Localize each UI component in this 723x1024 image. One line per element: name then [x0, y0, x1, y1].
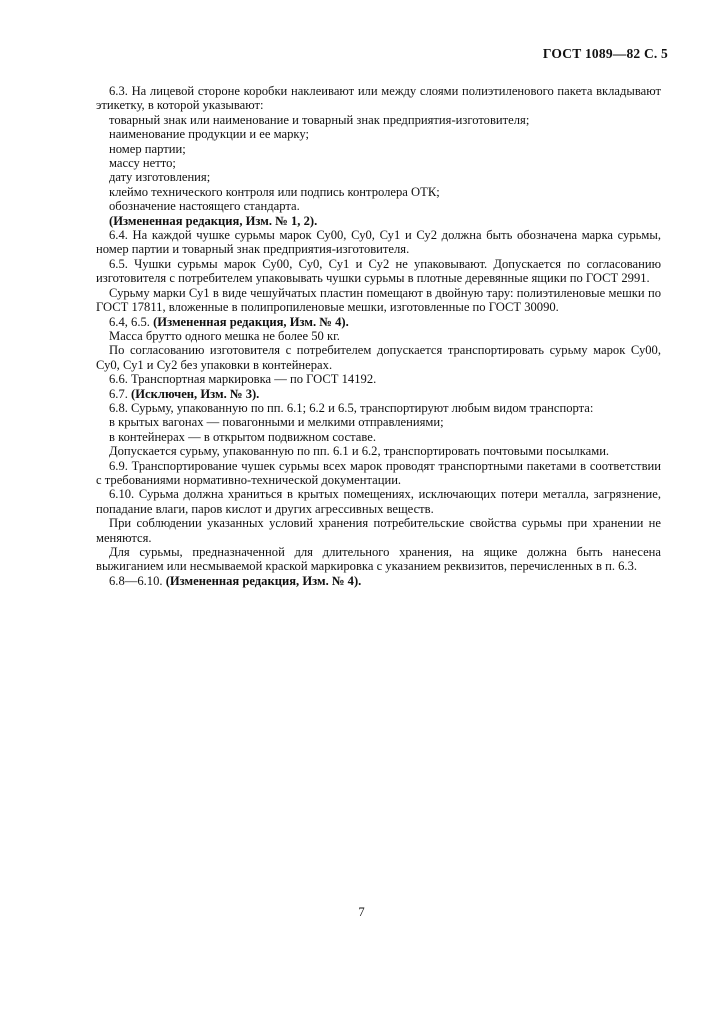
list-item: дату изготовления;: [109, 170, 211, 185]
revision-note: (Измененная редакция, Изм. № 4).: [153, 314, 349, 329]
paragraph-6-8: 6.8. Сурьму, упакованную по пп. 6.1; 6.2 и 6.5, транспортируют любым видом транспорта:: [109, 400, 594, 415]
list-item: в контейнерах — в открытом подвижном составе.: [109, 429, 376, 444]
paragraph: При соблюдении указанных условий хранения потребительские свойства сурьмы при хранении не меняются.: [96, 516, 661, 545]
paragraph-6-10: 6.10. Сурьма должна храниться в крытых помещениях, исключающих потери металла, загрязнение, попадание влаги, паров кислот и других агрессивных веществ.: [96, 487, 661, 516]
document-header: ГОСТ 1089—82 С. 5: [542, 46, 668, 61]
paragraph: По согласованию изготовителя с потребителем допускается транспортировать сурьму марок Су00, Су0, Су1 и Су2 без упаковки в контейнерах.: [96, 343, 661, 372]
list-item: клеймо технического контроля или подпись контролера ОТК;: [109, 184, 440, 199]
paragraph-6-6: 6.6. Транспортная маркировка — по ГОСТ 14192.: [109, 372, 377, 387]
paragraph: Для сурьмы, предназначенной для длительного хранения, на ящике должна быть нанесена выжиганием или несмываемой краской маркировка с указанием реквизитов, перечисленных в п. 6.3.: [96, 545, 661, 574]
paragraph: Масса брутто одного мешка не более 50 кг.: [109, 328, 340, 343]
list-item: наименование продукции и ее марку;: [109, 127, 309, 142]
revision-note: (Измененная редакция, Изм. № 4).: [165, 573, 362, 588]
paragraph-6-9: 6.9. Транспортирование чушек сурьмы всех марок проводят транспортными пакетами в соответствии с требованиями нормативно-технической документации.: [96, 458, 661, 487]
paragraph: Допускается сурьму, упакованную по пп. 6.1 и 6.2, транспортировать почтовыми посылками.: [109, 444, 610, 459]
list-item: в крытых вагонах — повагонными и мелкими отправлениями;: [109, 415, 444, 430]
revision-note: (Измененная редакция, Изм. № 1, 2).: [109, 213, 318, 228]
paragraph-6-5: 6.5. Чушки сурьмы марок Су00, Су0, Су1 и Су2 не упаковывают. Допускается по согласованию изготовителя с потребителем упаковывать чушки сурьмы в плотные деревянные ящики по ГОСТ 2991.: [96, 256, 661, 286]
list-item: номер партии;: [109, 141, 186, 156]
section-ref: 6.8—6.10.: [109, 573, 163, 588]
document-body: [96, 84, 661, 588]
paragraph-6-7: [96, 387, 661, 401]
section-ref: 6.7.: [109, 386, 128, 401]
excluded-note: (Исключен, Изм. № 3).: [131, 386, 260, 401]
paragraph-6-4: 6.4. На каждой чушке сурьмы марок Су00, Су0, Су1 и Су2 должна быть обозначена марка сурьмы, номер партии и товарный знак предприятия-изготовителя.: [96, 228, 661, 257]
list-item: массу нетто;: [109, 156, 176, 171]
paragraph-6-3: 6.3. На лицевой стороне коробки наклеивают или между слоями полиэтиленового пакета вкладывают этикетку, в которой указывают:: [96, 84, 661, 113]
list-item: обозначение настоящего стандарта.: [109, 199, 300, 214]
revision-note-line: [96, 315, 661, 329]
paragraph: Сурьму марки Су1 в виде чешуйчатых пластин помещают в двойную тару: полиэтиленовые мешки по ГОСТ 17811, вложенные в полипропиленовые мешки, изготовленные по ГОСТ 30090.: [96, 285, 661, 315]
list-item: товарный знак или наименование и товарный знак предприятия-изготовителя;: [109, 112, 530, 127]
section-ref: 6.4, 6.5.: [109, 314, 150, 329]
revision-note-line: [96, 574, 661, 588]
page-number: 7: [358, 905, 365, 919]
